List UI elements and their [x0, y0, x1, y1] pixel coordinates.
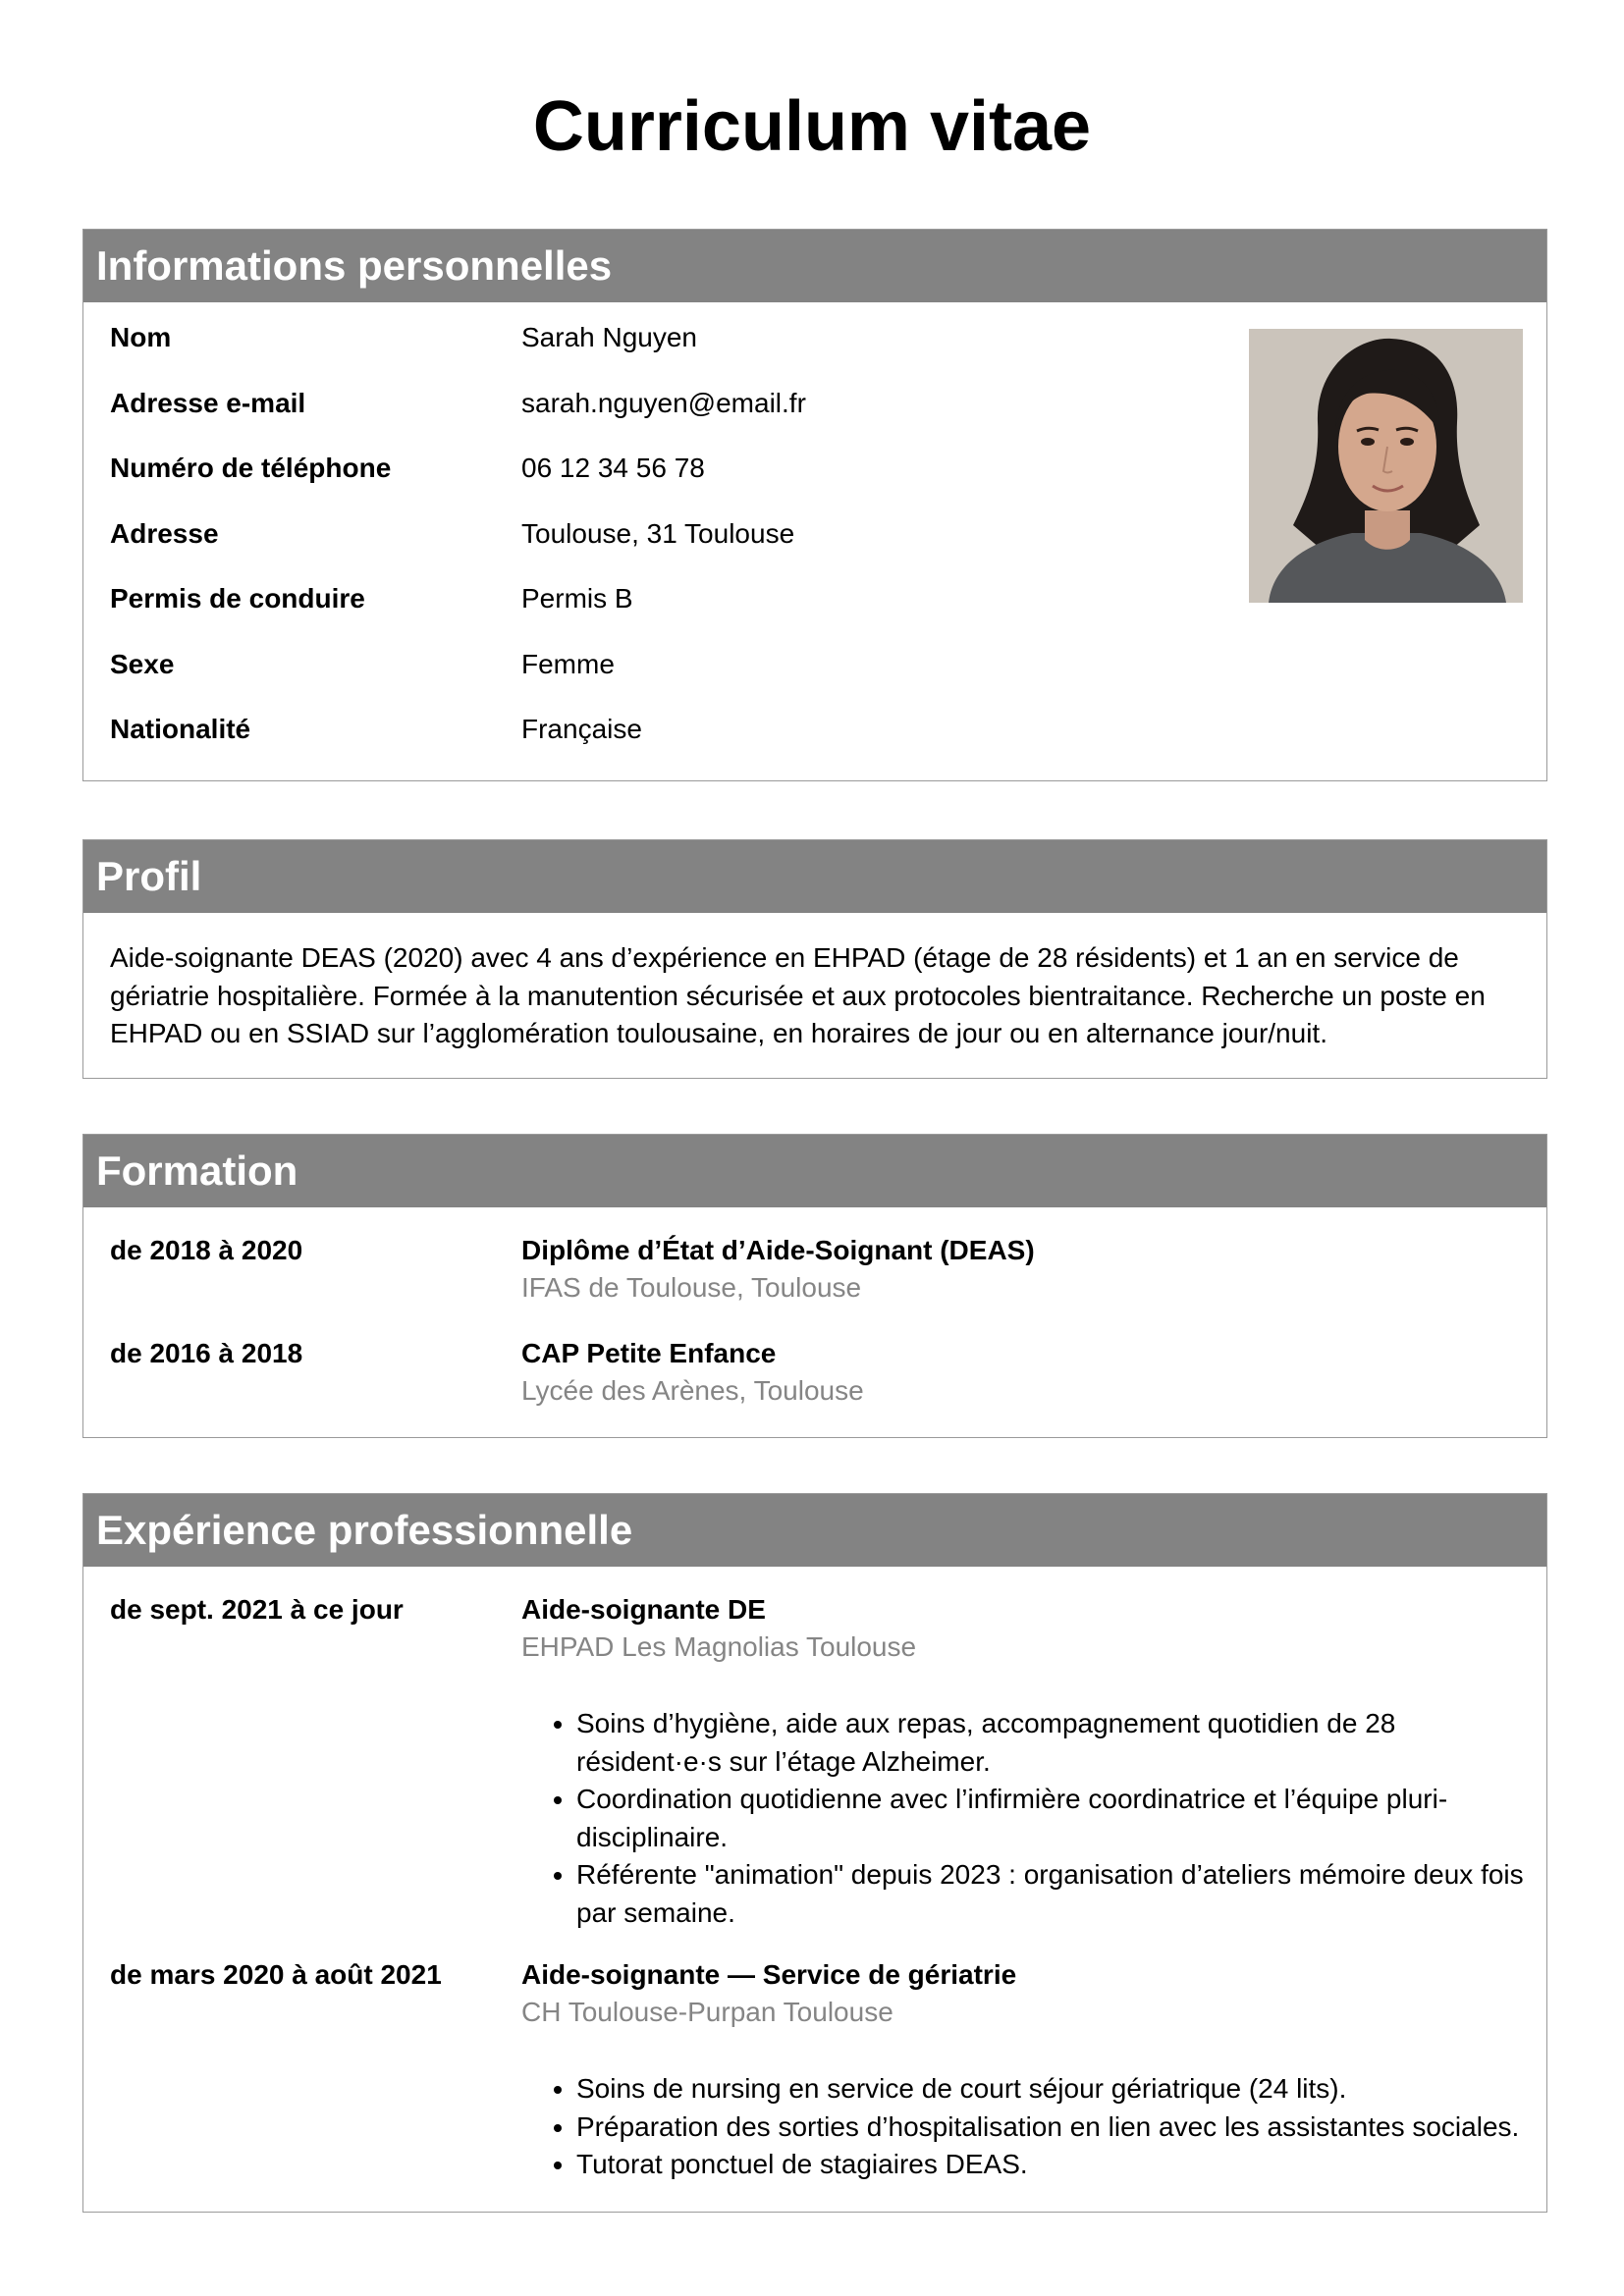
entry-title: CAP Petite Enfance	[521, 1338, 777, 1368]
entry-title: Aide-soignante — Service de gériatrie	[521, 1959, 1017, 1990]
entry-bullet-list	[521, 2070, 1525, 2184]
entry-title: Diplôme d’État d’Aide-Soignant (DEAS)	[521, 1235, 1035, 1265]
info-value: sarah.nguyen@email.fr	[521, 387, 806, 418]
info-row-license	[110, 582, 806, 648]
info-label: Numéro de téléphone	[110, 453, 392, 483]
entry-date: de 2018 à 2020	[110, 1235, 303, 1265]
entry-organization: IFAS de Toulouse, Toulouse	[521, 1272, 862, 1303]
entry-date: de 2016 à 2018	[110, 1338, 303, 1368]
info-row-name	[110, 321, 806, 387]
info-value: Permis B	[521, 583, 633, 614]
info-row-phone	[110, 452, 806, 517]
experience-section	[82, 1493, 1547, 2213]
personal-info-table	[110, 321, 806, 778]
experience-entry	[110, 1958, 1524, 2194]
entry-title: Aide-soignante DE	[521, 1594, 766, 1625]
info-value: Sarah Nguyen	[521, 322, 698, 352]
info-value: Femme	[521, 648, 615, 679]
info-label: Nationalité	[110, 714, 251, 744]
personal-info-heading: Informations personnelles	[83, 230, 1546, 302]
personal-info-section	[82, 229, 1547, 781]
bullet-item: • Préparation des sorties d’hospitalisation en lien avec les assistantes sociales.	[576, 2109, 1525, 2147]
entry-organization: EHPAD Les Magnolias Toulouse	[521, 1631, 917, 1662]
entry-organization: CH Toulouse-Purpan Toulouse	[521, 1997, 893, 2027]
info-row-sex	[110, 648, 806, 714]
profile-text: Aide-soignante DEAS (2020) avec 4 ans d’expérience en EHPAD (étage de 28 résidents) et 1 an en service de gériatrie hospitalière. Formée à la manutention sécurisée et aux protocoles bientraitance. Recherche un poste en EHPAD ou en SSIAD sur l’agglomération toulousaine, en horaires de jour ou en alternance jour/nuit.	[110, 942, 1486, 1048]
education-heading: Formation	[83, 1135, 1546, 1207]
profile-photo	[1249, 329, 1523, 603]
bullet-item: • Coordination quotidienne avec l’infirmière coordinatrice et l’équipe pluri-disciplinaire.	[576, 1781, 1525, 1856]
entry-date: de mars 2020 à août 2021	[110, 1959, 442, 1990]
info-label: Nom	[110, 322, 172, 352]
info-value: Toulouse, 31 Toulouse	[521, 517, 795, 549]
info-value: Française	[521, 714, 642, 744]
bullet-item: • Soins de nursing en service de court séjour gériatrique (24 lits).	[576, 2070, 1525, 2109]
bullet-item: • Soins d’hygiène, aide aux repas, accompagnement quotidien de 28 résident·e·s sur l’étage Alzheimer.	[576, 1705, 1525, 1781]
entry-bullet-list	[521, 1705, 1525, 1932]
education-section	[82, 1134, 1547, 1438]
education-entry	[110, 1234, 1524, 1312]
info-row-nationality	[110, 713, 806, 778]
education-entry	[110, 1337, 1524, 1415]
bullet-item: • Tutorat ponctuel de stagiaires DEAS.	[576, 2146, 1525, 2184]
info-label: Adresse e-mail	[110, 387, 306, 418]
info-row-email	[110, 387, 806, 453]
info-label: Sexe	[110, 648, 175, 679]
info-label: Adresse	[110, 517, 219, 549]
experience-heading: Expérience professionnelle	[83, 1494, 1546, 1567]
info-value: 06 12 34 56 78	[521, 453, 705, 483]
experience-entry	[110, 1593, 1524, 1927]
profile-section	[82, 839, 1547, 1079]
entry-date: de sept. 2021 à ce jour	[110, 1594, 404, 1625]
profile-heading: Profil	[83, 840, 1546, 913]
info-label: Permis de conduire	[110, 583, 365, 614]
profile-photo-illustration	[1249, 329, 1523, 603]
entry-organization: Lycée des Arènes, Toulouse	[521, 1375, 864, 1406]
bullet-item: • Référente "animation" depuis 2023 : organisation d’ateliers mémoire deux fois par semaine.	[576, 1856, 1525, 1932]
page-title: Curriculum vitae	[532, 87, 1092, 166]
info-row-address	[110, 517, 806, 583]
